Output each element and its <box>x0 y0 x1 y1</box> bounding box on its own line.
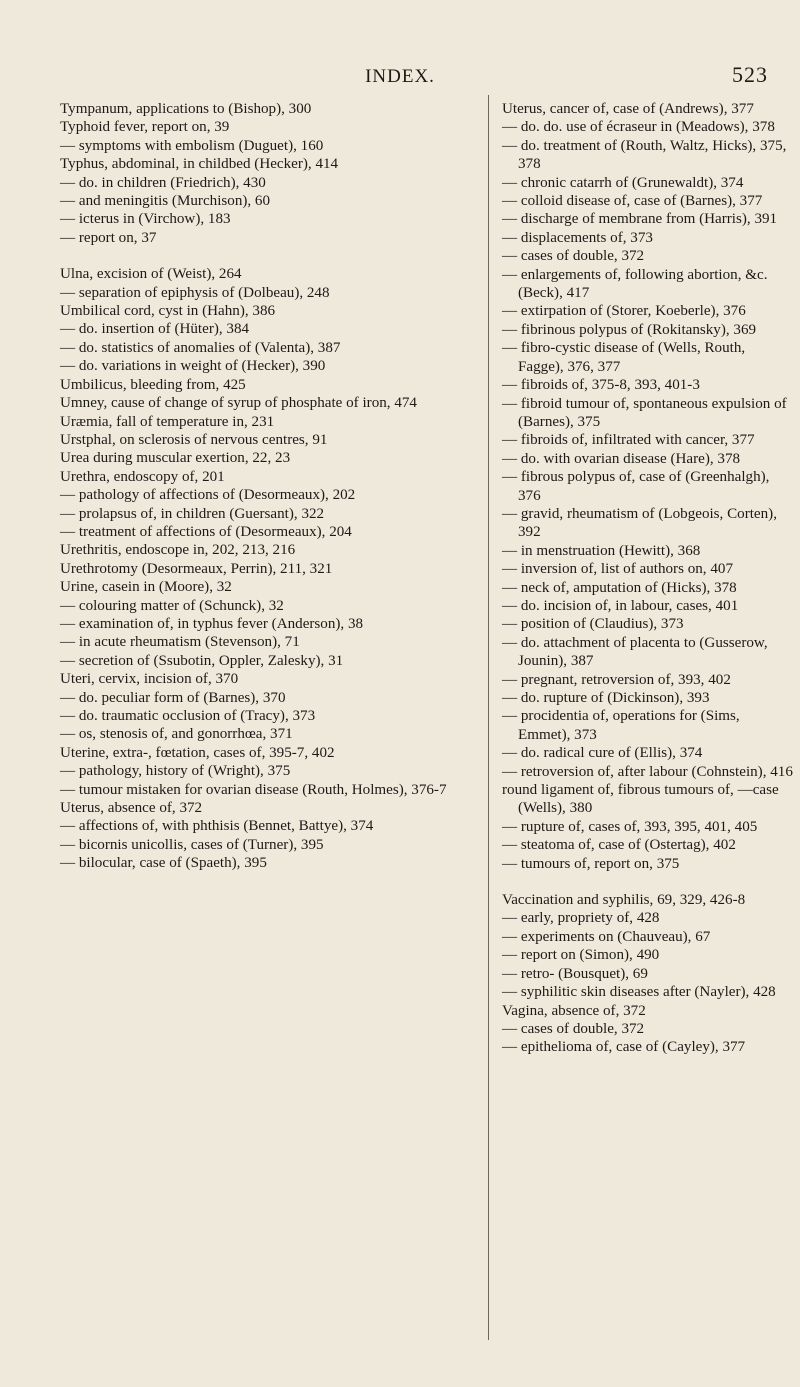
index-entry: — do. do. use of écraseur in (Meadows), 378 <box>502 119 775 136</box>
index-entry: — inversion of, list of authors on, 407 <box>502 561 733 578</box>
index-entry: — enlargements of, following abortion, &c. (Beck), 417 <box>502 266 768 302</box>
index-entry: — pathology of affections of (Desormeaux), 202 <box>60 487 356 504</box>
index-entry: — retro- (Bousquet), 69 <box>502 965 648 982</box>
index-entry: — steatoma of, case of (Ostertag), 402 <box>502 837 736 854</box>
index-entry: — cases of double, 372 <box>502 248 645 265</box>
index-entry: Urethritis, endoscope in, 202, 213, 216 <box>60 542 296 559</box>
index-entry: Umney, cause of change of syrup of phosphate of iron, 474 <box>60 395 417 412</box>
index-entry: Urine, casein in (Moore), 32 <box>60 579 232 596</box>
index-entry: — chronic catarrh of (Grunewaldt), 374 <box>502 174 744 191</box>
index-entry: — do. traumatic occlusion of (Tracy), 373 <box>60 708 316 724</box>
index-entry: Uterine, extra-, fœtation, cases of, 395-7, 402 <box>60 744 335 761</box>
index-entry: — procidentia of, operations for (Sims, Emmet), 373 <box>502 708 740 743</box>
index-entry: Uteri, cervix, incision of, 370 <box>60 671 239 688</box>
index-entry: Umbilicus, bleeding from, 425 <box>60 376 246 393</box>
index-entry: Urstphal, on sclerosis of nervous centres, 91 <box>60 431 328 448</box>
index-entry: Tympanum, applications to (Bishop), 300 <box>60 101 312 117</box>
index-entry: — treatment of affections of (Desormeaux), 204 <box>60 523 352 540</box>
index-entry: — extirpation of (Storer, Koeberle), 376 <box>502 303 746 320</box>
index-entry: Urethrotomy (Desormeaux, Perrin), 211, 321 <box>60 560 333 577</box>
index-entry: — symptoms with embolism (Duguet), 160 <box>60 137 324 154</box>
index-entry: Typhus, abdominal, in childbed (Hecker), 414 <box>60 156 339 173</box>
index-entry: — do. peculiar form of (Barnes), 370 <box>60 689 286 706</box>
index-entry: — displacements of, 373 <box>502 229 653 246</box>
index-entry: — do. with ovarian disease (Hare), 378 <box>502 450 741 467</box>
index-entry: Uræmia, fall of temperature in, 231 <box>60 413 275 430</box>
index-entry: — secretion of (Ssubotin, Oppler, Zalesky), 31 <box>60 652 344 669</box>
index-entry: — do. treatment of (Routh, Waltz, Hicks), 375, 378 <box>502 137 787 173</box>
index-entry: — epithelioma of, case of (Cayley), 377 <box>502 1039 746 1056</box>
index-entry: — fibro-cystic disease of (Wells, Routh, Fagge), 376, 377 <box>502 340 746 375</box>
index-entry: Vaccination and syphilis, 69, 329, 426-8 <box>502 892 746 909</box>
index-entry: — report on, 37 <box>60 229 157 246</box>
index-entry: — fibroids of, infiltrated with cancer, 377 <box>502 432 755 449</box>
index-entry: Vagina, absence of, 372 <box>502 1002 646 1019</box>
index-entry: — do. incision of, in labour, cases, 401 <box>502 597 739 614</box>
index-entry: — cases of double, 372 <box>502 1020 645 1037</box>
index-column-left <box>60 100 474 873</box>
index-entry: — separation of epiphysis of (Dolbeau), 248 <box>60 284 330 301</box>
index-entry: — position of (Claudius), 373 <box>502 616 684 633</box>
index-entry: — tumours of, report on, 375 <box>502 855 680 872</box>
index-entry: — do. rupture of (Dickinson), 393 <box>502 690 710 706</box>
index-entry: — os, stenosis of, and gonorrhœa, 371 <box>60 726 293 743</box>
index-entry: round ligament of, fibrous tumours of, —case (Wells), 380 <box>502 782 779 817</box>
index-entry: — colouring matter of (Schunck), 32 <box>60 597 284 614</box>
index-entry: — affections of, with phthisis (Bennet, Battye), 374 <box>60 818 374 835</box>
index-entry: Typhoid fever, report on, 39 <box>60 119 230 136</box>
page-number: 523 <box>732 62 768 87</box>
index-entry: — early, propriety of, 428 <box>502 910 660 927</box>
index-entry: Uterus, absence of, 372 <box>60 800 203 817</box>
index-entry: — and meningitis (Murchison), 60 <box>60 193 271 210</box>
page-title: INDEX. <box>365 66 435 87</box>
index-entry: — icterus in (Virchow), 183 <box>60 211 231 228</box>
index-entry: Urethra, endoscopy of, 201 <box>60 468 225 485</box>
index-column-right <box>502 100 794 1057</box>
index-entry: Uterus, cancer of, case of (Andrews), 377 <box>502 101 754 117</box>
index-entry: — in acute rheumatism (Stevenson), 71 <box>60 634 300 651</box>
index-entry: — prolapsus of, in children (Guersant), 322 <box>60 505 325 522</box>
index-entry: — neck of, amputation of (Hicks), 378 <box>502 579 737 596</box>
index-entry: — do. insertion of (Hüter), 384 <box>60 321 250 338</box>
index-entry: — examination of, in typhus fever (Anderson), 38 <box>60 615 364 632</box>
index-entry: — fibroid tumour of, spontaneous expulsion of (Barnes), 375 <box>502 395 787 430</box>
index-entry: — colloid disease of, case of (Barnes), 377 <box>502 193 763 210</box>
index-entry: — bilocular, case of (Spaeth), 395 <box>60 855 267 872</box>
index-entry: — fibrinous polypus of (Rokitansky), 369 <box>502 321 757 338</box>
index-entry: — do. in children (Friedrich), 430 <box>60 174 266 191</box>
index-entry: — tumour mistaken for ovarian disease (Routh, Holmes), 376-7 <box>60 781 447 798</box>
index-entry: Ulna, excision of (Weist), 264 <box>60 266 242 283</box>
index-entry: — do. variations in weight of (Hecker), 390 <box>60 358 326 375</box>
index-entry: — do. radical cure of (Ellis), 374 <box>502 745 703 762</box>
index-entry: — do. statistics of anomalies of (Valenta), 387 <box>60 339 341 356</box>
index-entry: — in menstruation (Hewitt), 368 <box>502 542 701 559</box>
index-entry: — report on (Simon), 490 <box>502 947 660 964</box>
index-entry: — discharge of membrane from (Harris), 391 <box>502 211 778 228</box>
index-entry: — do. attachment of placenta to (Gusserow, Jounin), 387 <box>502 634 768 670</box>
index-entry: — pathology, history of (Wright), 375 <box>60 763 291 780</box>
index-entry: — rupture of, cases of, 393, 395, 401, 405 <box>502 818 758 835</box>
index-entry: Urea during muscular exertion, 22, 23 <box>60 450 291 467</box>
index-entry: — pregnant, retroversion of, 393, 402 <box>502 671 731 688</box>
index-entry: Umbilical cord, cyst in (Hahn), 386 <box>60 303 276 320</box>
index-entry: — syphilitic skin diseases after (Nayler), 428 <box>502 984 776 1001</box>
index-entry: — fibroids of, 375-8, 393, 401-3 <box>502 377 700 394</box>
index-entry: — retroversion of, after labour (Cohnstein), 416 <box>502 763 793 780</box>
index-entry: — fibrous polypus of, case of (Greenhalgh), 376 <box>502 469 770 504</box>
index-entry: — bicornis unicollis, cases of (Turner), 395 <box>60 836 324 853</box>
index-entry: — experiments on (Chauveau), 67 <box>502 928 711 945</box>
column-divider <box>488 95 489 1340</box>
index-entry: — gravid, rheumatism of (Lobgeois, Corten), 392 <box>502 505 777 541</box>
